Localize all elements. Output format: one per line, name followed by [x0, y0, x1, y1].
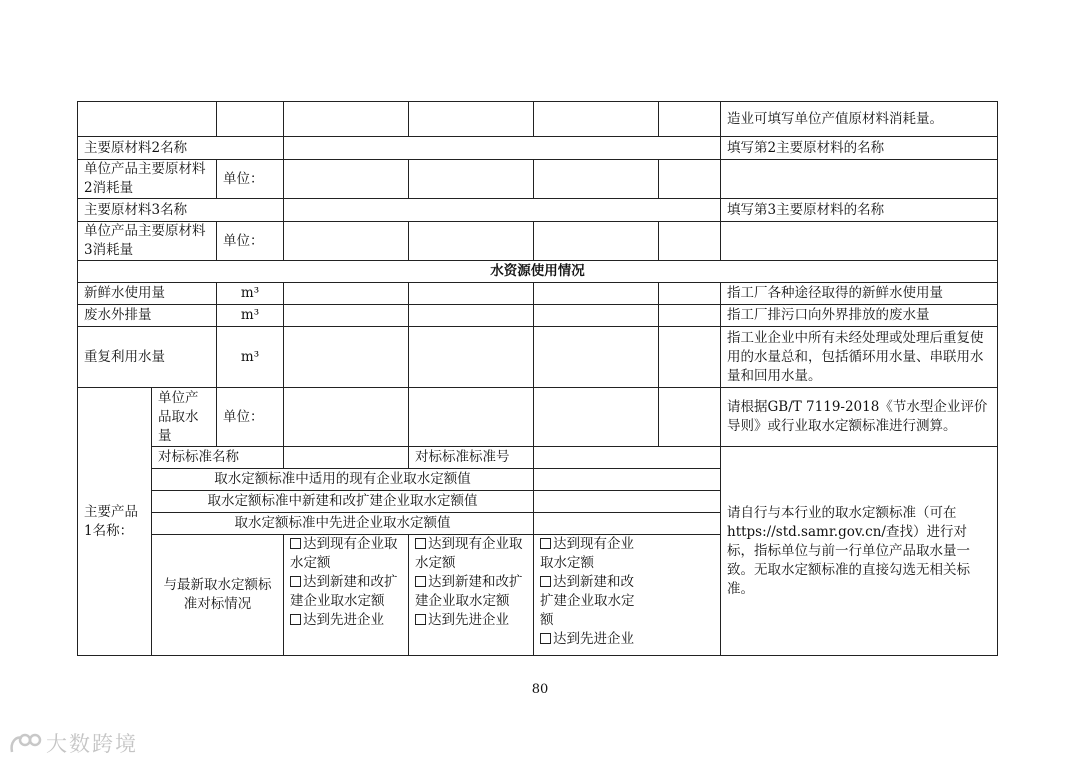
checkbox-icon[interactable] [540, 576, 551, 587]
watermark-text: 大数跨境 [46, 732, 138, 756]
table-row [78, 199, 998, 222]
water-resource-form-table [77, 101, 998, 656]
mat2-name-note: 填写第2主要原材料的名称 [721, 137, 998, 160]
reuse-value-2[interactable] [409, 327, 534, 388]
benchmark-name-input[interactable] [284, 447, 409, 469]
watermark [8, 728, 138, 758]
checkbox-icon[interactable] [415, 538, 426, 549]
quota-new-input[interactable] [534, 491, 721, 513]
quota-advanced-input[interactable] [534, 513, 721, 535]
mat3-unit-label: 单位： [217, 222, 284, 261]
checkbox-icon[interactable] [290, 614, 301, 625]
unit-water-note: 请根据GB/T 7119-2018《节水型企业评价导则》或行业取水定额标准进行测算。 [721, 388, 998, 447]
unit-water-value-3[interactable] [534, 388, 659, 447]
mat3-value-2[interactable] [409, 222, 534, 261]
reuse-note: 指工业企业中所有未经处理或处理后重复使用的水量总和，包括循环用水量、串联用水量和回用水量。 [721, 327, 998, 388]
compare-options-col-1 [284, 535, 409, 656]
benchmark-name-label: 对标标准名称 [152, 447, 284, 469]
reuse-label: 重复利用水量 [78, 327, 217, 388]
watermark-logo-icon [8, 732, 42, 756]
mat3-name-note: 填写第3主要原材料的名称 [721, 199, 998, 222]
table-row [78, 222, 998, 261]
mat2-value-4[interactable] [659, 160, 721, 199]
quota-new-label: 取水定额标准中新建和改扩建企业取水定额值 [152, 491, 534, 513]
unit-water-value-1[interactable] [284, 388, 409, 447]
option-new[interactable]: 达到新建和改扩建企业取水定额 [290, 574, 398, 609]
mat2-consume-label: 单位产品主要原材料2消耗量 [78, 160, 217, 199]
table-row [78, 283, 998, 305]
option-existing[interactable]: 达到现有企业取水定额 [290, 536, 398, 571]
option-existing[interactable]: 达到现有企业取水定额 [540, 536, 634, 571]
compare-options-col-3 [534, 535, 721, 656]
mat2-name-label: 主要原材料2名称 [78, 137, 284, 160]
checkbox-icon[interactable] [290, 538, 301, 549]
waste-water-value-4[interactable] [659, 305, 721, 327]
checkbox-icon[interactable] [415, 614, 426, 625]
waste-water-label: 废水外排量 [78, 305, 217, 327]
table-row [78, 388, 998, 447]
mat3-value-4[interactable] [659, 222, 721, 261]
unit-water-value-2[interactable] [409, 388, 534, 447]
option-new[interactable]: 达到新建和改扩建企业取水定额 [415, 574, 523, 609]
unit-water-label: 单位产品取水量 [152, 388, 217, 447]
table-row [78, 137, 998, 160]
mat2-value-1[interactable] [284, 160, 409, 199]
waste-water-value-2[interactable] [409, 305, 534, 327]
waste-water-note: 指工厂排污口向外界排放的废水量 [721, 305, 998, 327]
reuse-value-4[interactable] [659, 327, 721, 388]
waste-water-value-3[interactable] [534, 305, 659, 327]
fresh-water-value-2[interactable] [409, 283, 534, 305]
table-row [78, 102, 998, 137]
reuse-value-1[interactable] [284, 327, 409, 388]
mat3-name-input[interactable] [284, 199, 721, 222]
checkbox-icon[interactable] [415, 576, 426, 587]
mat3-value-1[interactable] [284, 222, 409, 261]
fresh-water-unit: m³ [217, 283, 284, 305]
table-row [78, 160, 998, 199]
benchmark-no-label: 对标标准标准号 [409, 447, 534, 469]
table-row [78, 305, 998, 327]
quota-existing-label: 取水定额标准中适用的现有企业取水定额值 [152, 469, 534, 491]
compare-options-col-2 [409, 535, 534, 656]
unit-water-value-4[interactable] [659, 388, 721, 447]
compare-label: 与最新取水定额标准对标情况 [152, 535, 284, 656]
table-row [78, 261, 998, 283]
reuse-value-3[interactable] [534, 327, 659, 388]
fresh-water-label: 新鲜水使用量 [78, 283, 217, 305]
reuse-unit: m³ [217, 327, 284, 388]
mat2-value-2[interactable] [409, 160, 534, 199]
waste-water-unit: m³ [217, 305, 284, 327]
page-number: 80 [531, 682, 549, 697]
benchmark-note: 请自行与本行业的取水定额标准（可在https://std.samr.gov.cn/查找）进行对标，指标单位与前一行单位产品取水量一致。无取水定额标准的直接勾选无相关标准。 [721, 447, 998, 656]
product1-label: 主要产品1名称： [78, 388, 152, 656]
mat3-consume-label: 单位产品主要原材料3消耗量 [78, 222, 217, 261]
unit-water-unit: 单位： [217, 388, 284, 447]
benchmark-no-input[interactable] [534, 447, 721, 469]
option-advanced[interactable]: 达到先进企业 [415, 611, 527, 630]
table-row [78, 327, 998, 388]
waste-water-value-1[interactable] [284, 305, 409, 327]
section-header: 水资源使用情况 [78, 261, 998, 283]
mat3-name-label: 主要原材料3名称 [78, 199, 284, 222]
fresh-water-value-3[interactable] [534, 283, 659, 305]
quota-advanced-label: 取水定额标准中先进企业取水定额值 [152, 513, 534, 535]
mat3-value-3[interactable] [534, 222, 659, 261]
fresh-water-value-1[interactable] [284, 283, 409, 305]
mat2-name-input[interactable] [284, 137, 721, 160]
mat2-unit-label: 单位： [217, 160, 284, 199]
mat2-value-3[interactable] [534, 160, 659, 199]
option-advanced[interactable]: 达到先进企业 [290, 611, 402, 630]
checkbox-icon[interactable] [540, 538, 551, 549]
option-advanced[interactable]: 达到先进企业 [540, 630, 645, 649]
fresh-water-value-4[interactable] [659, 283, 721, 305]
option-new[interactable]: 达到新建和改扩建企业取水定额 [540, 574, 635, 628]
table-row [78, 447, 998, 469]
checkbox-icon[interactable] [290, 576, 301, 587]
fresh-water-note: 指工厂各种途径取得的新鲜水使用量 [721, 283, 998, 305]
row-note: 造业可填写单位产值原材料消耗量。 [721, 102, 998, 137]
checkbox-icon[interactable] [540, 633, 551, 644]
quota-existing-input[interactable] [534, 469, 721, 491]
option-existing[interactable]: 达到现有企业取水定额 [415, 536, 523, 571]
